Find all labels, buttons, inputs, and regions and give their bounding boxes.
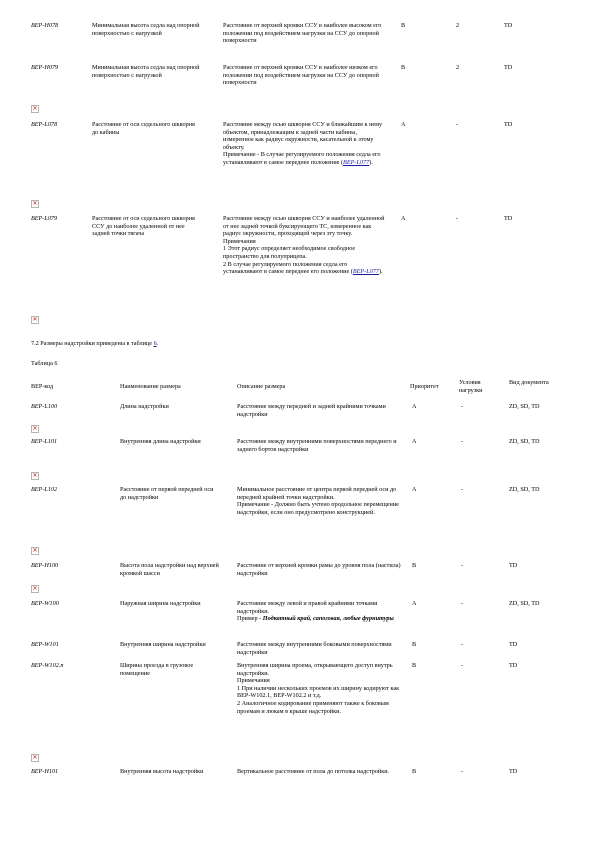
bep-code: BEP-W102.n [31, 662, 64, 669]
priority: A [412, 486, 417, 493]
load-condition: - [461, 641, 464, 648]
priority: A [401, 215, 406, 222]
dimension-name: Внутренняя высота надстройки [120, 768, 204, 775]
dimension-description: Расстояние от верхней кромки рамы до уровня пола (настила) надстройки [237, 562, 401, 577]
document-type: TD [504, 22, 513, 29]
document-type: TD [509, 562, 518, 569]
table-reference-link[interactable]: 6 [153, 340, 157, 347]
dimension-description: Расстояние от верхней кромки ССУ в наиболее низком его положении под воздействием нагрузки на ССУ до опорной поверхности [223, 64, 379, 87]
priority: B [412, 562, 417, 569]
dimension-description: Расстояние между внутренними боковыми поверхностями надстройки [237, 641, 392, 656]
load-condition: - [461, 403, 464, 410]
document-type: TD [504, 64, 513, 71]
bep-code: BEP-H078 [31, 22, 59, 29]
load-condition: - [456, 121, 459, 128]
broken-image-icon [31, 547, 39, 555]
bep-code: BEP-L079 [31, 215, 58, 222]
dimension-name: Расстояние от оси седельного шкворня до кабины [92, 121, 195, 136]
load-condition: - [461, 486, 464, 493]
header-priority: Приоритет [410, 383, 439, 390]
dimension-description: Расстояние между осью шкворня ССУ и наиболее удаленной от нее задней точкой буксирующего ТС, измеренное как радиус окружности, проходящей через эту точку. Примечания 1 Этот радиус определяет необходимое свободное пространство для полуприцепа. 2 В случае регулируемого положения седла его устанавливают в самое переднее его положение (BEP-L077). [223, 215, 385, 276]
bep-code: BEP-H101 [31, 768, 59, 775]
priority: A [401, 121, 406, 128]
priority: B [412, 662, 417, 669]
broken-image-icon [31, 754, 39, 762]
load-condition: - [461, 438, 464, 445]
broken-image-icon [31, 200, 39, 208]
dimension-description: Вертикальное расстояние от пола до потолка надстройки. [237, 768, 390, 775]
document-type: ZD, SD, TD [509, 600, 540, 607]
broken-image-icon [31, 585, 39, 593]
bep-code: BEP-H079 [31, 64, 59, 71]
header-description: Описание размера [237, 383, 286, 390]
document-type: TD [509, 662, 518, 669]
dimension-name: Ширина проезда в грузовое помещение [120, 662, 194, 677]
dimension-name: Внутренняя ширина надстройки [120, 641, 206, 648]
priority: A [412, 403, 417, 410]
dimension-name: Минимальная высота седла над опорной поверхностью с нагрузкой [92, 22, 200, 37]
bep-code: BEP-L102 [31, 486, 58, 493]
priority: B [412, 641, 417, 648]
dimension-description: Расстояние между осью шкворня ССУ и ближайшим к нему объектом, принадлежащим к задней части кабины, измеренное как радиус окружности, касательной к этому объекту. Примечание - В случае регулируемого положения седла его устанавливают в самое переднее положение (BEP-L077). [223, 121, 383, 166]
document-type: TD [504, 215, 513, 222]
document-type: TD [509, 641, 518, 648]
bep-code: BEP-W100 [31, 600, 59, 607]
dimension-description: Расстояние от верхней кромки ССУ в наиболее высоком его положении под воздействием нагрузки на ССУ до опорной поверхности [223, 22, 382, 45]
priority: B [401, 64, 406, 71]
section-paragraph: 7.2 Размеры надстройки приведены в таблице 6. [31, 340, 159, 347]
document-type: ZD, SD, TD [509, 486, 540, 493]
dimension-name: Расстояние от оси седельного шкворня ССУ до наиболее удаленной от нее задней точки тягача [92, 215, 195, 238]
dimension-description: Расстояние между передней и задней крайними точками надстройки [237, 403, 386, 418]
dimension-name: Расстояние от первой передней оси до надстройки [120, 486, 214, 501]
dimension-name: Внутренняя длина надстройки [120, 438, 201, 445]
dimension-name: Минимальная высота седла над опорной поверхностью с нагрузкой [92, 64, 200, 79]
broken-image-icon [31, 316, 39, 324]
document-type: ZD, SD, TD [509, 438, 540, 445]
header-code: BEP-код [31, 383, 54, 390]
header-document-type: Вид документа [509, 379, 549, 386]
dimension-description: Расстояние между левой и правой крайними точками надстройки. Пример - Подкатный край, сапоговая, любые фурнитуры [237, 600, 394, 623]
load-condition: - [456, 215, 459, 222]
load-condition: - [461, 768, 464, 775]
broken-image-icon [31, 105, 39, 113]
header-name: Наименование размера [120, 383, 181, 390]
dimension-name: Длина надстройки [120, 403, 169, 410]
load-condition: 2 [456, 64, 460, 71]
dimension-description: Минимальное расстояние от центра первой передней оси до передней крайней точки надстройки. Примечание - Должно быть учтено продольное перемещение надстройки, если оно предусмотрено конструкцией. [237, 486, 399, 516]
table-caption: Таблица 6 [31, 360, 58, 367]
bep-code: BEP-L100 [31, 403, 58, 410]
load-condition: - [461, 600, 464, 607]
bep-code: BEP-W101 [31, 641, 59, 648]
priority: B [412, 768, 417, 775]
load-condition: - [461, 662, 464, 669]
priority: A [412, 438, 417, 445]
document-type: TD [509, 768, 518, 775]
bep-code: BEP-L101 [31, 438, 58, 445]
priority: B [401, 22, 406, 29]
dimension-description: Расстояние между внутренними поверхностями переднего и заднего бортов надстройки [237, 438, 397, 453]
priority: A [412, 600, 417, 607]
broken-image-icon [31, 472, 39, 480]
load-condition: - [461, 562, 464, 569]
dimension-name: Высота пола надстройки над верхней кромкой шасси [120, 562, 219, 577]
bep-code: BEP-L078 [31, 121, 58, 128]
document-type: ZD, SD, TD [509, 403, 540, 410]
broken-image-icon [31, 425, 39, 433]
cross-reference-link[interactable]: BEP-L077 [343, 158, 370, 166]
bep-code: BEP-H100 [31, 562, 59, 569]
load-condition: 2 [456, 22, 460, 29]
cross-reference-link[interactable]: BEP-L077 [352, 268, 379, 276]
header-load-condition: Условия нагрузки [459, 379, 483, 394]
document-type: TD [504, 121, 513, 128]
dimension-name: Наружная ширина надстройки [120, 600, 201, 607]
dimension-description: Внутренняя ширина проема, открывающего доступ внутрь надстройки. Примечания 1 При наличии нескольких проемов их ширину кодируют как BEP-W102.1, BEP-W102.2 и т.д. 2 Аналогичное кодирование применяют также к боковым проемам и люкам в крыше надстройки. [237, 662, 400, 715]
